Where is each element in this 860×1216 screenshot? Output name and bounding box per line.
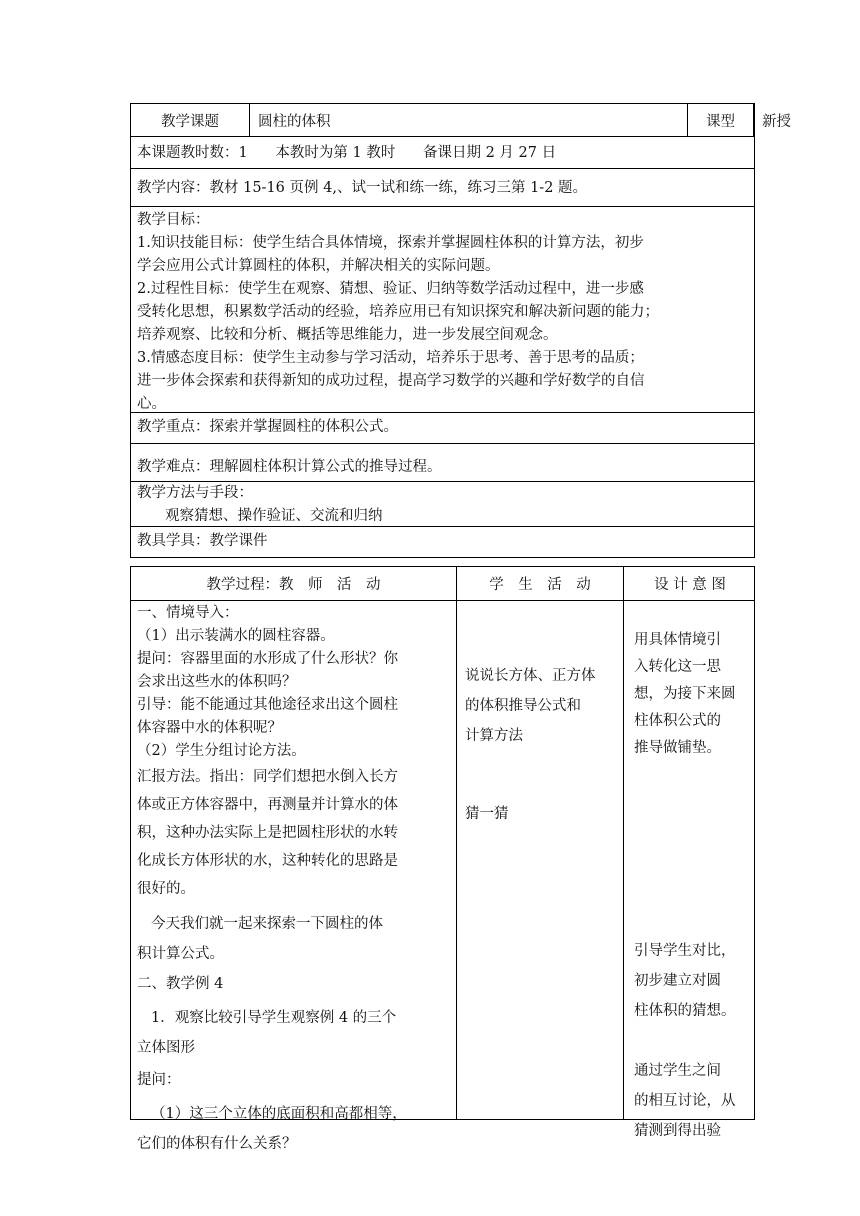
- teacher-line: 化成长方体形状的水，这种转化的思路是: [137, 853, 398, 869]
- teacher-line: 提问：: [137, 1072, 181, 1088]
- teacher-line: 引导：能不能通过其他途径求出这个圆柱: [137, 697, 398, 713]
- teacher-line: （1）出示装满水的圆柱容器。: [137, 628, 335, 644]
- info-table: [130, 137, 755, 558]
- design-line: 通过学生之间: [634, 1063, 721, 1079]
- key-point-row: [131, 413, 754, 444]
- teacher-line: 体或正方体容器中，再测量并计算水的体: [137, 797, 398, 813]
- teacher-line: 汇报方法。指出：同学们想把水倒入长方: [137, 769, 398, 785]
- design-line: 柱体积公式的: [634, 713, 721, 729]
- goals-line: 1.知识技能目标：使学生结合具体情境，探索并掌握圆柱体积的计算方法，初步: [137, 235, 644, 251]
- student-activity-header: 学 生 活 动: [456, 567, 623, 600]
- teacher-line: （2）学生分组讨论方法。: [137, 743, 306, 759]
- design-line: 推导做铺垫。: [634, 740, 721, 756]
- topic-label: 教学课题: [161, 113, 219, 130]
- teacher-line: 会求出这些水的体积吗？: [137, 674, 297, 690]
- content-row: [131, 169, 754, 207]
- type-label: 课型: [687, 104, 753, 136]
- goals-title: 教学目标：: [137, 212, 210, 228]
- header-table: [130, 103, 791, 137]
- tools-row: [131, 527, 754, 557]
- goals-line: 学会应用公式计算圆柱的体积，并解决相关的实际问题。: [137, 258, 500, 274]
- teacher-line: 立体图形: [137, 1040, 195, 1056]
- tools-text: 教具学具：教学课件: [137, 533, 268, 549]
- design-line: 用具体情境引: [634, 632, 721, 648]
- teacher-line: 今天我们就一起来探索一下圆柱的体: [151, 916, 383, 932]
- teacher-line: 体容器中水的体积呢？: [137, 720, 282, 736]
- design-line: 入转化这一思: [634, 659, 721, 675]
- student-line: 说说长方体、正方体: [465, 668, 596, 684]
- teacher-line: 它们的体积有什么关系？: [137, 1136, 297, 1152]
- teacher-line: （1）这三个立体的底面积和高都相等，: [151, 1106, 407, 1122]
- schedule-text: 本课题教时数：1 本教时为第 1 教时 备课日期 2 月 27 日: [137, 145, 557, 161]
- teacher-line: 很好的。: [137, 881, 195, 897]
- goals-line: 进一步体会探索和获得新知的成功过程，提高学习数学的兴趣和学好数学的自信: [137, 373, 645, 389]
- content-text: 教学内容：教材 15-16 页例 4,、试一试和练一练，练习三第 1-2 题。: [137, 180, 588, 196]
- goals-block: [131, 207, 754, 416]
- difficulty-text: 教学难点：理解圆柱体积计算公式的推导过程。: [137, 459, 442, 475]
- process-table: [130, 566, 755, 1152]
- teacher-line: 一、情境导入：: [137, 605, 239, 621]
- goals-line: 2.过程性目标：使学生在观察、猜想、验证、归纳等数学活动过程中，进一步感: [137, 281, 644, 297]
- teacher-line: 二、教学例 4: [137, 976, 224, 992]
- goals-row: [131, 207, 754, 413]
- design-intent-cell: [623, 601, 756, 1139]
- teacher-activity-header: 教学过程：教 师 活 动: [206, 577, 381, 593]
- design-line: 想，为接下来圆: [634, 686, 736, 702]
- type-value: 新授: [753, 104, 860, 136]
- schedule-row: [131, 137, 754, 169]
- lesson-plan-page: [130, 103, 791, 1152]
- goals-line: 受转化思想，积累数学活动的经验，培养应用已有知识探究和解决新问题的能力；: [137, 304, 659, 320]
- methods-title: 教学方法与手段：: [137, 485, 253, 501]
- student-activity-cell: [456, 601, 623, 1119]
- methods-row: [131, 482, 754, 527]
- topic-value: 圆柱的体积: [249, 104, 687, 136]
- goals-line: 心。: [137, 396, 166, 412]
- design-line: 柱体积的猜想。: [634, 1003, 736, 1019]
- key-point-text: 教学重点：探索并掌握圆柱的体积公式。: [137, 419, 398, 435]
- methods-body: 观察猜想、操作验证、交流和归纳: [165, 508, 383, 524]
- teacher-activity-cell: [131, 601, 456, 1152]
- student-line: 的体积推导公式和: [465, 698, 581, 714]
- teacher-line: 积，这种办法实际上是把圆柱形状的水转: [137, 825, 398, 841]
- design-line: 的相互讨论，从: [634, 1093, 736, 1109]
- methods-block: [131, 482, 754, 528]
- goals-line: 培养观察、比较和分析、概括等思维能力，进一步发展空间观念。: [137, 327, 558, 343]
- process-header-row: [131, 567, 754, 601]
- design-line: 猜测到得出验: [634, 1123, 721, 1139]
- teacher-line: 积计算公式。: [137, 946, 224, 962]
- design-line: 初步建立对圆: [634, 973, 721, 989]
- teacher-line: 提问：容器里面的水形成了什么形状？你: [137, 651, 398, 667]
- student-guess: 猜一猜: [465, 806, 509, 822]
- process-body-row: [131, 601, 754, 1152]
- goals-line: 3.情感态度目标：使学生主动参与学习活动，培养乐于思考、善于思考的品质；: [137, 350, 644, 366]
- design-line: 引导学生对比，: [634, 943, 736, 959]
- design-intent-header: 设 计 意 图: [623, 567, 756, 600]
- teacher-line: 1．观察比较引导学生观察例 4 的三个: [151, 1010, 397, 1026]
- difficulty-row: [131, 444, 754, 482]
- student-line: 计算方法: [465, 728, 523, 744]
